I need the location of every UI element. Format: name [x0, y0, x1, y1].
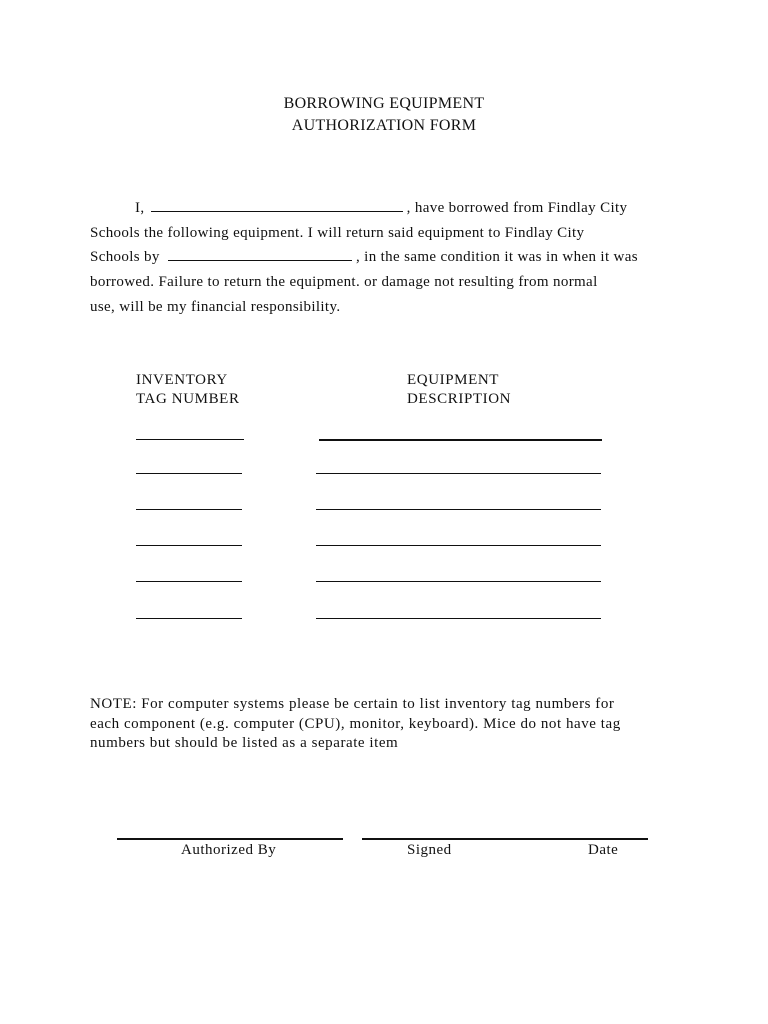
borrower-name-field[interactable] — [151, 197, 403, 212]
statement-line-3-tail: , in the same condition it was in when it was — [355, 249, 638, 265]
form-title-line-2: AUTHORIZATION FORM — [291, 117, 477, 134]
note-line-2: each component (e.g. computer (CPU), monitor, keyboard). Mice do not have tag — [90, 715, 621, 732]
tag-number-field-5[interactable] — [136, 581, 242, 582]
borrower-signature-date-field[interactable] — [362, 838, 648, 840]
description-field-2[interactable] — [316, 473, 601, 474]
description-field-6[interactable] — [316, 618, 601, 619]
return-date-field[interactable] — [168, 246, 352, 261]
date-label: Date — [588, 842, 619, 858]
description-field-1[interactable] — [319, 439, 602, 441]
equipment-description-header-line-1: EQUIPMENT — [407, 372, 500, 388]
description-field-4[interactable] — [316, 545, 601, 546]
note-paragraph — [90, 695, 690, 754]
description-field-3[interactable] — [316, 509, 601, 510]
inventory-tag-header-line-1: INVENTORY — [136, 372, 228, 388]
tag-number-field-6[interactable] — [136, 618, 242, 619]
signed-label: Signed — [407, 842, 452, 858]
authorized-by-signature-field[interactable] — [117, 838, 343, 840]
tag-number-field-4[interactable] — [136, 545, 242, 546]
equipment-description-header-line-2: DESCRIPTION — [407, 391, 512, 407]
note-line-3: numbers but should be listed as a separate item — [90, 735, 399, 751]
description-field-5[interactable] — [316, 581, 601, 582]
inventory-tag-header — [136, 371, 240, 409]
form-title-line-1: BORROWING EQUIPMENT — [283, 95, 485, 112]
statement-line-3 — [90, 245, 690, 270]
authorized-by-label: Authorized By — [181, 842, 277, 858]
statement-line-1 — [90, 196, 690, 221]
tag-number-field-2[interactable] — [136, 473, 242, 474]
statement-lead: I, — [135, 200, 145, 216]
statement-line-5: use, will be my financial responsibility. — [90, 299, 341, 315]
equipment-description-header — [407, 371, 511, 409]
note-line-1: NOTE: For computer systems please be certain to list inventory tag numbers for — [90, 696, 615, 712]
inventory-tag-header-line-2: TAG NUMBER — [136, 391, 240, 407]
statement-line-4: borrowed. Failure to return the equipment. or damage not resulting from normal — [90, 274, 598, 290]
tag-number-field-3[interactable] — [136, 509, 242, 510]
statement-line-1-tail: , have borrowed from Findlay City — [406, 200, 628, 216]
statement-line-3-lead: Schools by — [90, 249, 160, 265]
statement-line-2: Schools the following equipment. I will return said equipment to Findlay City — [90, 225, 585, 241]
tag-number-field-1[interactable] — [136, 439, 244, 440]
